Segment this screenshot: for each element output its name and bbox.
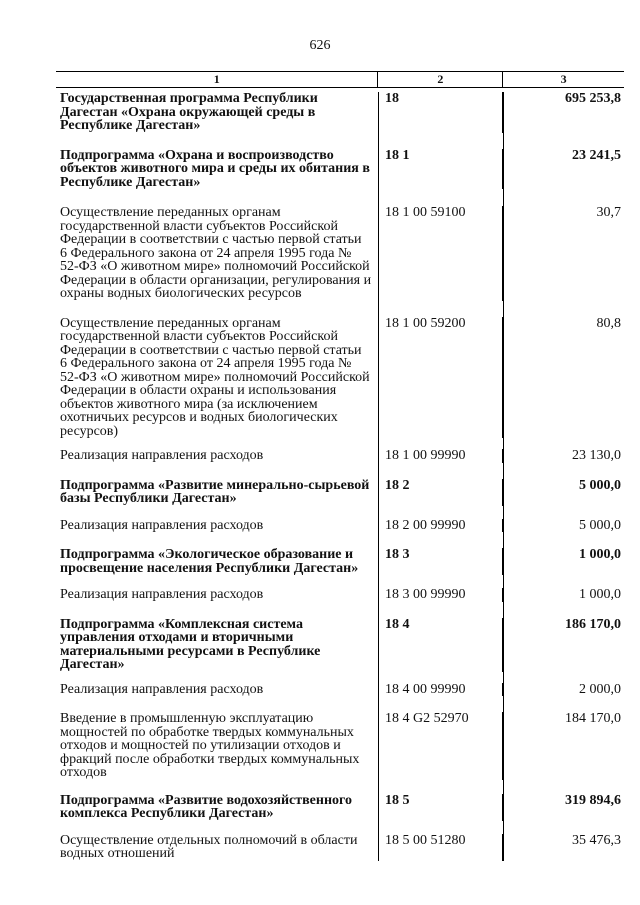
row-amount: 5 000,0 bbox=[502, 519, 623, 533]
row-name: Осуществление отдельных полномочий в области водных отношений bbox=[60, 832, 358, 861]
row-code: 18 4 G2 52970 bbox=[378, 712, 502, 780]
row-code: 18 3 00 99990 bbox=[378, 588, 502, 602]
row-amount: 23 241,5 bbox=[502, 149, 623, 190]
row-name: Реализация направления расходов bbox=[60, 517, 264, 533]
table-row bbox=[56, 683, 624, 697]
row-code: 18 3 bbox=[378, 548, 502, 575]
row-code: 18 2 00 99990 bbox=[378, 519, 502, 533]
row-code: 18 1 00 59200 bbox=[378, 317, 502, 439]
table-row bbox=[56, 449, 624, 463]
row-amount: 30,7 bbox=[502, 206, 623, 301]
header-col-3: 3 bbox=[502, 72, 624, 87]
table-row bbox=[56, 519, 624, 533]
header-col-2: 2 bbox=[377, 72, 502, 87]
table-row bbox=[56, 618, 624, 672]
table-body bbox=[56, 92, 624, 861]
table-header bbox=[56, 71, 624, 88]
column-divider-2 bbox=[503, 92, 504, 861]
page-number: 626 bbox=[309, 38, 331, 53]
row-name: Подпрограмма «Охрана и воспроизводство объектов животного мира и среды их обитания в Республике Дагестан» bbox=[60, 147, 370, 190]
row-code: 18 bbox=[378, 92, 502, 133]
row-name: Государственная программа Республики Дагестан «Охрана окружающей среды в Республике Дагестан» bbox=[60, 91, 318, 133]
row-name: Осуществление переданных органам государственной власти субъектов Российской Федерации в соответствии с частью первой статьи 6 Федерального закона от 24 апреля 1995 года № 52-ФЗ «О животном мире» полномочий Российской Федерации в области охраны и использования объектов животного мира (за исключением охотничьих ресурсов и водных биологических ресурсов) bbox=[60, 315, 370, 439]
row-code: 18 1 bbox=[378, 149, 502, 190]
table-row bbox=[56, 149, 624, 190]
table-row bbox=[56, 317, 624, 439]
row-amount: 1 000,0 bbox=[502, 548, 623, 575]
row-name: Осуществление переданных органам государственной власти субъектов Российской Федерации в соответствии с частью первой статьи 6 Федерального закона от 24 апреля 1995 года № 52-ФЗ «О животном мире» полномочий Российской Федерации в области организации, регулирования и охраны водных биологических ресурсов bbox=[60, 205, 372, 301]
table-row bbox=[56, 794, 624, 821]
row-amount: 80,8 bbox=[502, 317, 623, 439]
budget-table bbox=[56, 71, 624, 861]
row-amount: 1 000,0 bbox=[502, 588, 623, 602]
row-code: 18 1 00 59100 bbox=[378, 206, 502, 301]
row-amount: 5 000,0 bbox=[502, 479, 623, 506]
row-amount: 23 130,0 bbox=[502, 449, 623, 463]
row-amount: 186 170,0 bbox=[502, 618, 623, 672]
row-code: 18 5 bbox=[378, 794, 502, 821]
row-name: Введение в промышленную эксплуатацию мощностей по обработке твердых коммунальных отходов и мощностей по утилизации отходов и фракций после обработки твердых коммунальных отходов bbox=[60, 711, 360, 780]
row-amount: 319 894,6 bbox=[502, 794, 623, 821]
table-row bbox=[56, 712, 624, 780]
row-amount: 2 000,0 bbox=[502, 683, 623, 697]
column-divider-1 bbox=[378, 92, 379, 861]
row-name: Подпрограмма «Развитие минерально-сырьевой базы Республики Дагестан» bbox=[60, 477, 370, 506]
row-code: 18 1 00 99990 bbox=[378, 449, 502, 463]
row-name: Подпрограмма «Развитие водохозяйственного комплекса Республики Дагестан» bbox=[60, 792, 353, 821]
header-col-1: 1 bbox=[213, 72, 220, 86]
table-row bbox=[56, 206, 624, 301]
row-name: Реализация направления расходов bbox=[60, 681, 264, 697]
row-code: 18 5 00 51280 bbox=[378, 834, 502, 861]
table-row bbox=[56, 548, 624, 575]
row-amount: 35 476,3 bbox=[502, 834, 623, 861]
row-code: 18 4 00 99990 bbox=[378, 683, 502, 697]
table-row bbox=[56, 479, 624, 506]
row-name: Реализация направления расходов bbox=[60, 587, 264, 602]
row-amount: 695 253,8 bbox=[502, 92, 623, 133]
table-row bbox=[56, 92, 624, 133]
table-row bbox=[56, 588, 624, 602]
row-name: Реализация направления расходов bbox=[60, 448, 264, 463]
row-name: Подпрограмма «Комплексная система управления отходами и вторичными материальными ресурсами в Республике Дагестан» bbox=[60, 616, 321, 672]
row-code: 18 2 bbox=[378, 479, 502, 506]
row-code: 18 4 bbox=[378, 618, 502, 672]
table-row bbox=[56, 834, 624, 861]
row-amount: 184 170,0 bbox=[502, 712, 623, 780]
row-name: Подпрограмма «Экологическое образование и просвещение населения Республики Дагестан» bbox=[60, 547, 359, 576]
